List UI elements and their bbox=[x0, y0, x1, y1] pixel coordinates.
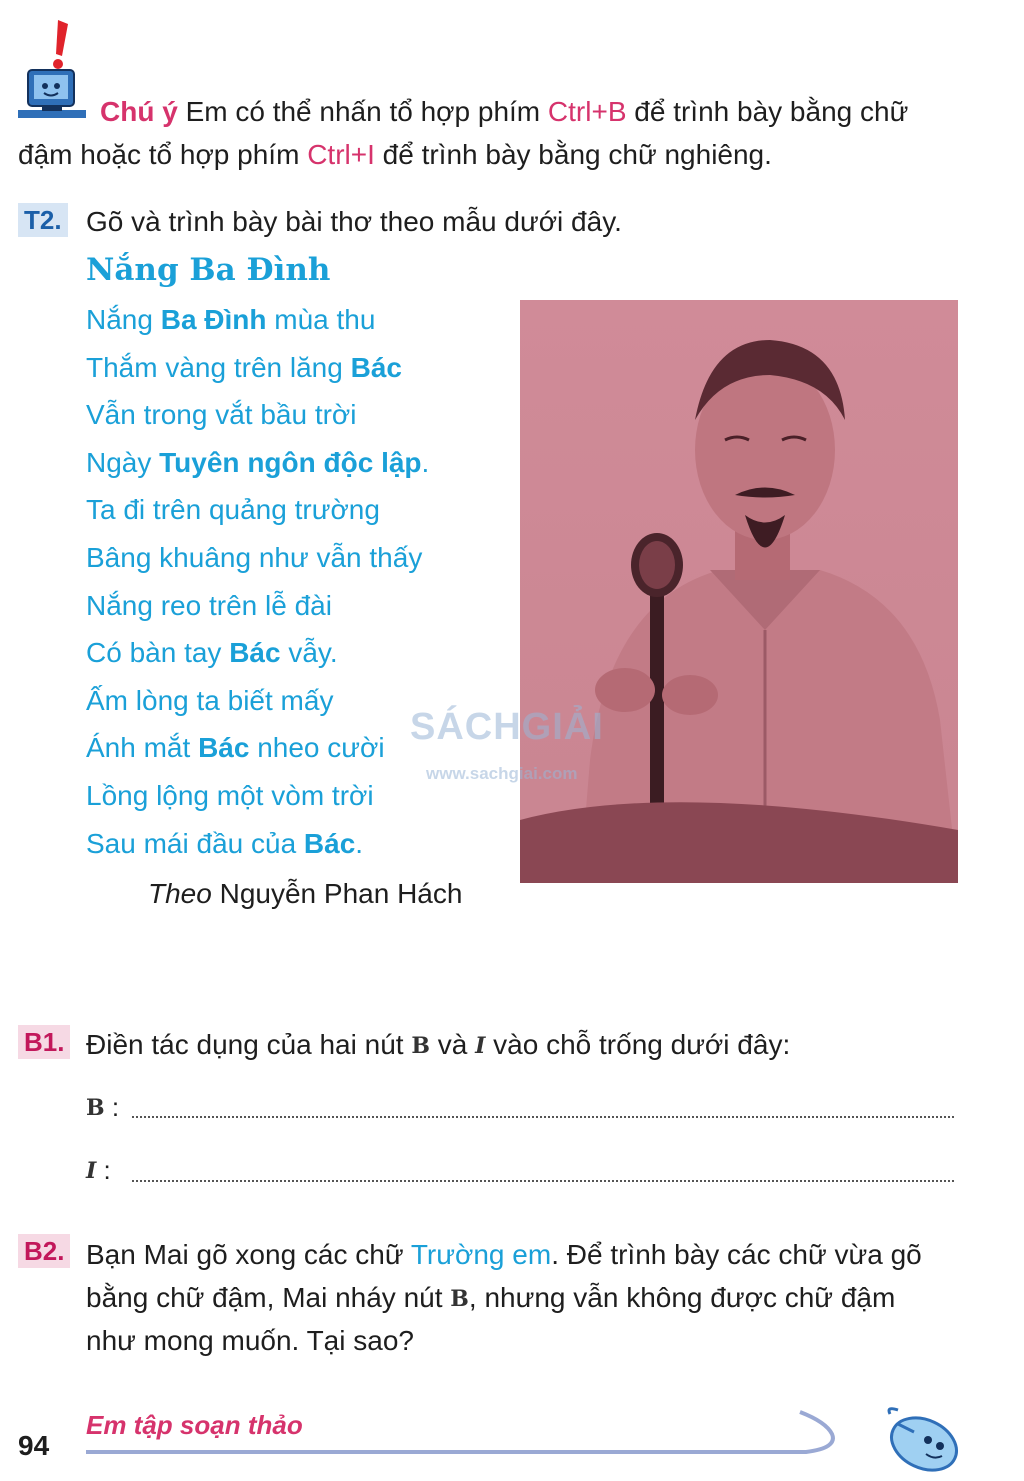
answer-colon: : bbox=[111, 1092, 120, 1122]
exercise-tag-b2: B2. bbox=[18, 1234, 70, 1268]
poem-line bbox=[86, 780, 374, 812]
bold-button-icon: B bbox=[86, 1095, 105, 1121]
b2-text: , nhưng vẫn không được chữ đậm bbox=[468, 1282, 896, 1313]
poem-title: Nắng Ba Đình bbox=[86, 252, 331, 288]
poem-line bbox=[86, 732, 385, 764]
b2-line-2 bbox=[86, 1277, 895, 1320]
note-text: để trình bày bằng chữ bbox=[626, 96, 909, 127]
answer-row-bold bbox=[86, 1092, 119, 1123]
exercise-tag-b1: B1. bbox=[18, 1025, 70, 1059]
poem-line bbox=[86, 828, 363, 860]
poem-text: Thắm vàng trên lăng bbox=[86, 351, 351, 383]
poem-text: mùa thu bbox=[266, 304, 376, 335]
poem-bold-text: Bác bbox=[303, 827, 356, 859]
poem-text: Ta đi trên quảng trường bbox=[86, 494, 380, 526]
note-label: Chú ý bbox=[100, 96, 178, 127]
mouse-mascot bbox=[884, 1404, 964, 1474]
page-number: 94 bbox=[18, 1430, 50, 1461]
b2-line-3: như mong muốn. Tại sao? bbox=[86, 1325, 414, 1356]
highlighted-word: Trường em bbox=[410, 1239, 552, 1270]
bold-button-icon: B bbox=[411, 1033, 430, 1059]
note-text: Em có thể nhấn tổ hợp phím bbox=[185, 96, 548, 127]
ctrl-i-key: Ctrl+I bbox=[307, 139, 375, 170]
computer-mascot-icon bbox=[16, 18, 92, 124]
footer-rule bbox=[86, 1404, 846, 1464]
b1-question bbox=[86, 1024, 790, 1067]
poem-line bbox=[86, 637, 338, 669]
answer-row-italic bbox=[86, 1155, 111, 1186]
poem-text: Vẫn trong vắt bầu trời bbox=[86, 399, 357, 431]
exercise-tag-t2: T2. bbox=[18, 203, 68, 237]
poem-text: Ấm lòng ta biết mấy bbox=[86, 684, 334, 716]
poem-text: Ngày bbox=[86, 446, 160, 478]
note-line-1 bbox=[100, 91, 908, 133]
poem-text: Nắng reo trên lễ đài bbox=[86, 589, 332, 621]
b1-text: vào chỗ trống dưới đây: bbox=[485, 1029, 791, 1060]
poem-text: Ánh mắt bbox=[86, 732, 199, 764]
b2-text: Bạn Mai gõ xong các chữ bbox=[86, 1239, 411, 1270]
note-text: đậm hoặc tổ hợp phím bbox=[18, 139, 308, 170]
poem-credit bbox=[148, 878, 462, 910]
poem-line bbox=[86, 352, 402, 384]
note-text: để trình bày bằng chữ nghiêng. bbox=[374, 139, 772, 170]
poem-bold-text: Tuyên ngôn độc lập bbox=[159, 446, 422, 478]
answer-blank-bold[interactable] bbox=[132, 1116, 954, 1118]
portrait-illustration bbox=[520, 300, 958, 883]
poem-text: Lồng lộng một vòm trời bbox=[86, 780, 374, 811]
t2-instruction: Gõ và trình bày bài thơ theo mẫu dưới đây. bbox=[86, 206, 622, 237]
poem-bold-text: Bác bbox=[350, 351, 402, 383]
credit-prefix: Theo bbox=[148, 878, 212, 909]
poem-bold-text: Bác bbox=[198, 732, 250, 764]
b2-text: bằng chữ đậm, Mai nháy nút bbox=[86, 1282, 451, 1313]
poem-bold-text: Ba Đình bbox=[160, 304, 267, 335]
poem-line bbox=[86, 304, 375, 336]
poem-text: Bâng khuâng như vẫn thấy bbox=[86, 542, 423, 573]
poem-text: Nắng bbox=[86, 304, 161, 335]
answer-colon: : bbox=[103, 1155, 111, 1185]
note-mascot bbox=[16, 18, 92, 124]
poem-text: . bbox=[355, 827, 364, 859]
poem-line bbox=[86, 494, 380, 526]
italic-button-icon: I bbox=[86, 1158, 97, 1184]
watermark-brand: SÁCHGIẢI bbox=[410, 706, 604, 748]
book-title: Em tập soạn thảo bbox=[86, 1410, 303, 1440]
poem-text: vẫy. bbox=[280, 637, 338, 669]
poem-line bbox=[86, 399, 357, 431]
b2-text: . Để trình bày các chữ vừa gõ bbox=[551, 1239, 922, 1270]
bold-button-icon: B bbox=[450, 1286, 469, 1312]
poem-line bbox=[86, 590, 332, 622]
portrait-photo bbox=[520, 300, 958, 883]
poem-line bbox=[86, 685, 333, 717]
credit-author: Nguyễn Phan Hách bbox=[211, 878, 463, 909]
poem-text: nheo cười bbox=[249, 732, 385, 764]
answer-blank-italic[interactable] bbox=[132, 1180, 954, 1182]
mouse-mascot-icon bbox=[884, 1404, 964, 1474]
b2-line-1 bbox=[86, 1234, 922, 1276]
poem-bold-text: Bác bbox=[229, 637, 281, 669]
poem-text: Sau mái đầu của bbox=[86, 827, 304, 859]
b1-text: Điền tác dụng của hai nút bbox=[86, 1029, 412, 1060]
italic-button-icon: I bbox=[475, 1033, 486, 1059]
poem-text: . bbox=[421, 446, 430, 478]
poem-text: Có bàn tay bbox=[86, 637, 230, 669]
watermark-url: www.sachgiai.com bbox=[426, 764, 578, 783]
poem-line bbox=[86, 447, 429, 479]
note-line-2 bbox=[18, 134, 772, 176]
poem-line bbox=[86, 542, 422, 574]
ctrl-b-key: Ctrl+B bbox=[547, 96, 627, 127]
b1-text: và bbox=[429, 1029, 476, 1060]
watermark bbox=[410, 700, 620, 790]
